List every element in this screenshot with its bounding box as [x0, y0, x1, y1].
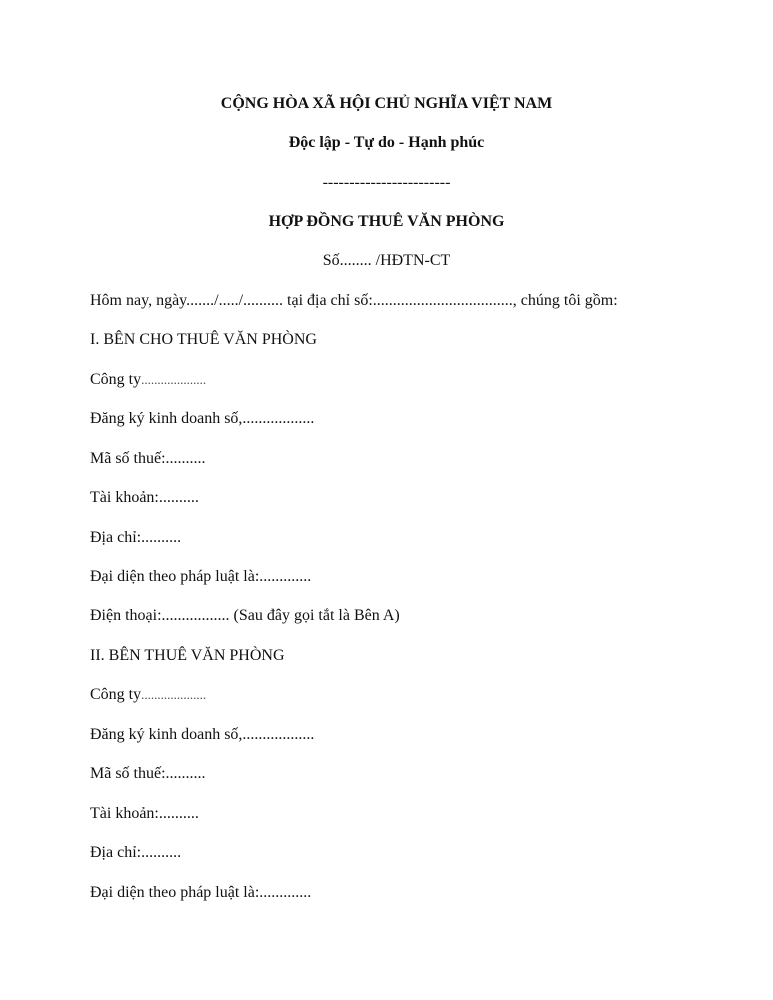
company-label: Công ty [90, 371, 142, 388]
party-a-address: Địa chỉ:.......... [90, 529, 182, 546]
party-a-representative: Đại diện theo pháp luật là:............. [90, 568, 312, 585]
party-b-account: Tài khoản:.......... [90, 805, 199, 822]
party-b-representative: Đại diện theo pháp luật là:............. [90, 884, 312, 901]
party-a-heading: I. BÊN CHO THUÊ VĂN PHÒNG [90, 331, 317, 348]
intro-line: Hôm nay, ngày......./...../.......... tại địa chỉ số:..................................., chúng tôi gồm: [90, 292, 618, 309]
motto: Độc lập - Tự do - Hạnh phúc [288, 134, 485, 151]
company-dots: .................... [141, 372, 207, 387]
contract-title: HỢP ĐỒNG THUÊ VĂN PHÒNG [268, 213, 505, 230]
party-a-account: Tài khoản:.......... [90, 489, 199, 506]
party-a-phone: Điện thoại:................. (Sau đây gọi tắt là Bên A) [90, 607, 400, 624]
party-b-tax-code: Mã số thuế:.......... [90, 765, 206, 782]
party-a-tax-code: Mã số thuế:.......... [90, 450, 206, 467]
company-dots: .................... [141, 687, 207, 702]
party-a-company [90, 370, 206, 390]
party-b-company [90, 685, 206, 705]
company-label: Công ty [90, 686, 142, 703]
party-a-business-reg: Đăng ký kinh doanh số,.................. [90, 410, 315, 427]
party-b-address: Địa chỉ:.......... [90, 844, 182, 861]
separator-line: ------------------------ [322, 174, 451, 191]
party-b-heading: II. BÊN THUÊ VĂN PHÒNG [90, 647, 285, 664]
country-heading: CỘNG HÒA XÃ HỘI CHỦ NGHĨA VIỆT NAM [220, 95, 553, 112]
contract-number: Số........ /HĐTN-CT [322, 252, 451, 269]
party-b-business-reg: Đăng ký kinh doanh số,.................. [90, 726, 315, 743]
